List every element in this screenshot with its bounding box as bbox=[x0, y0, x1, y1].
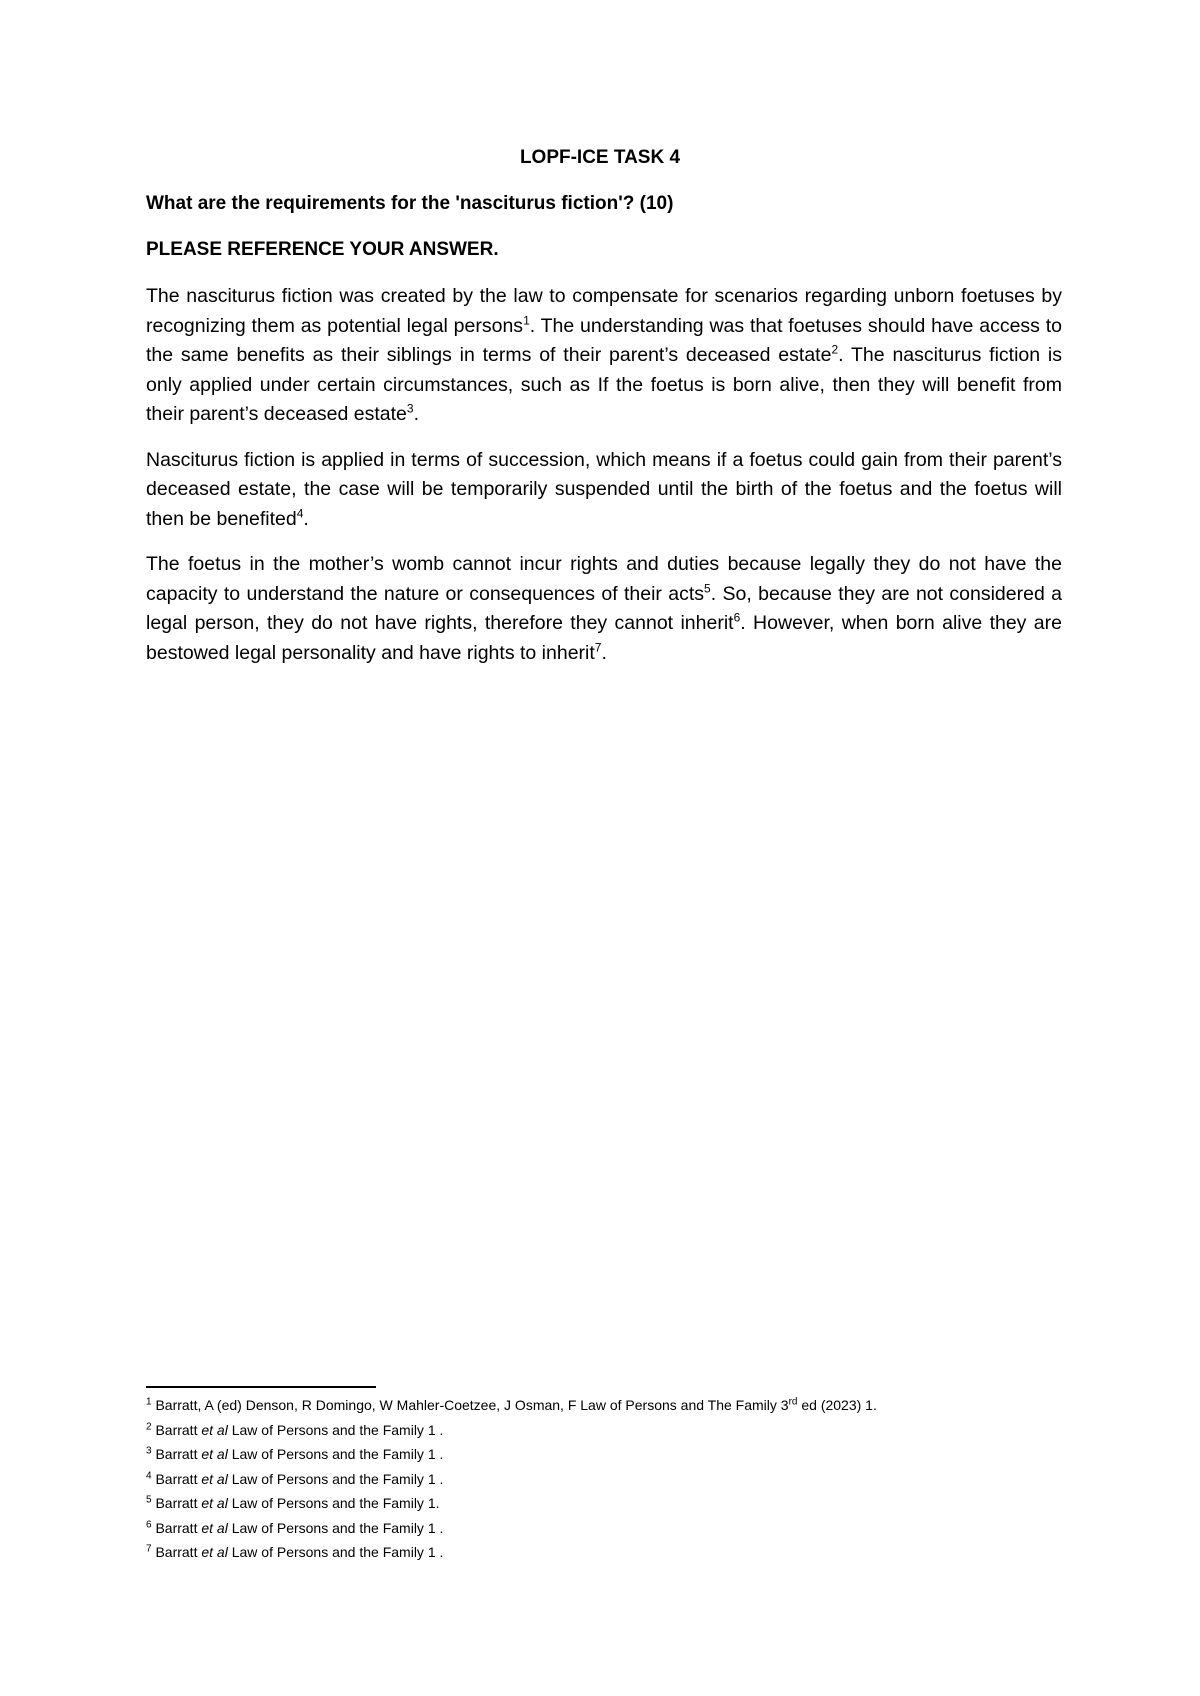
footnote-separator bbox=[146, 1386, 376, 1388]
footnote-text: Law of Persons and the Family 1 . bbox=[227, 1421, 444, 1438]
paragraph-text: . So, because they are not considered a legal person, they do not have rights, therefore they cannot inherit bbox=[146, 582, 1062, 634]
footnote-sup: 3 bbox=[146, 1445, 152, 1457]
footnote-text: Barratt bbox=[151, 1421, 202, 1438]
footnote-text: Barratt bbox=[151, 1519, 202, 1536]
paragraph-sup: 5 bbox=[704, 581, 711, 595]
footnote-text: ed (2023) 1. bbox=[797, 1397, 877, 1413]
paragraph-text: The nasciturus fiction was created by the law to compensate for scenarios regarding unborn foetuses by recognizing them as potential legal persons bbox=[146, 285, 1062, 337]
paragraph-text: The foetus in the mother’s womb cannot incur rights and duties because legally they do not have the capacity to understand the nature or consequences of their acts bbox=[146, 553, 1062, 605]
footnote-emphasis: et al bbox=[201, 1519, 228, 1536]
footnote-emphasis: et al bbox=[201, 1544, 228, 1560]
paragraph-sup: 1 bbox=[523, 313, 530, 327]
footnote-sup: 1 bbox=[146, 1396, 152, 1408]
footnote-emphasis: et al bbox=[201, 1495, 228, 1511]
footnote-text: Barratt, A (ed) Denson, R Domingo, W Mahler-Coetzee, J Osman, F Law of Persons and The Family 3 bbox=[151, 1397, 789, 1413]
answer-body bbox=[146, 282, 1062, 684]
footnote-2 bbox=[146, 1418, 1146, 1443]
paragraph-sup: 7 bbox=[594, 640, 602, 654]
footnote-text: Law of Persons and the Family 1. bbox=[227, 1495, 440, 1511]
paragraph-sup: 4 bbox=[296, 506, 304, 520]
footnote-text: Law of Persons and the Family 1 . bbox=[227, 1446, 444, 1462]
page-title: LOPF-ICE TASK 4 bbox=[519, 147, 681, 168]
footnote-text: Law of Persons and the Family 1 . bbox=[227, 1519, 444, 1536]
footnote-emphasis: et al bbox=[201, 1421, 228, 1438]
instruction-heading: PLEASE REFERENCE YOUR ANSWER. bbox=[146, 239, 499, 260]
footnotes-section bbox=[146, 1393, 1146, 1565]
footnote-sup: 6 bbox=[146, 1518, 152, 1530]
paragraph-sup: 3 bbox=[406, 401, 414, 416]
footnote-sup: 2 bbox=[146, 1420, 152, 1432]
footnote-text: Law of Persons and the Family 1 . bbox=[227, 1470, 444, 1487]
paragraph-text: . bbox=[601, 641, 607, 664]
footnote-6 bbox=[146, 1516, 1146, 1541]
paragraph-text: . The nasciturus fiction is only applied under certain circumstances, such as If the foetus is born alive, then they will benefit from their parent’s deceased estate bbox=[146, 344, 1063, 425]
footnote-1 bbox=[146, 1393, 1146, 1418]
footnote-3 bbox=[146, 1442, 1146, 1467]
paragraph-sup: 2 bbox=[831, 342, 839, 357]
footnote-sup: rd bbox=[788, 1396, 798, 1408]
footnote-text: Law of Persons and the Family 1 . bbox=[227, 1544, 444, 1560]
footnote-text: Barratt bbox=[151, 1495, 202, 1511]
footnote-sup: 7 bbox=[146, 1543, 152, 1555]
footnote-emphasis: et al bbox=[201, 1446, 228, 1462]
footnote-emphasis: et al bbox=[201, 1470, 228, 1487]
footnote-text: Barratt bbox=[151, 1470, 202, 1487]
paragraph-text: . The understanding was that foetuses should have access to the same benefits as their siblings in terms of their parent’s deceased estate bbox=[146, 314, 1062, 366]
footnote-sup: 5 bbox=[146, 1494, 152, 1506]
paragraph-text: . However, when born alive they are bestowed legal personality and have rights to inherit bbox=[146, 612, 1062, 664]
paragraph-text: . bbox=[413, 403, 420, 425]
footnote-sup: 4 bbox=[146, 1469, 152, 1481]
paragraph-1 bbox=[146, 282, 1062, 430]
question-heading: What are the requirements for the 'nasciturus fiction'? (10) bbox=[146, 193, 674, 214]
paragraph-2 bbox=[146, 446, 1062, 535]
paragraph-text: . bbox=[303, 507, 309, 530]
paragraph-3 bbox=[146, 550, 1062, 668]
paragraph-sup: 6 bbox=[733, 610, 741, 625]
paragraph-text: Nasciturus fiction is applied in terms of succession, which means if a foetus could gain from their parent’s deceased estate, the case will be temporarily suspended until the birth of the foetus and the foetus will then be benefited bbox=[146, 448, 1062, 530]
footnote-5 bbox=[146, 1491, 1146, 1516]
footnote-7 bbox=[146, 1540, 1146, 1565]
footnote-text: Barratt bbox=[151, 1446, 202, 1462]
footnote-4 bbox=[146, 1467, 1146, 1492]
footnote-text: Barratt bbox=[151, 1544, 202, 1560]
